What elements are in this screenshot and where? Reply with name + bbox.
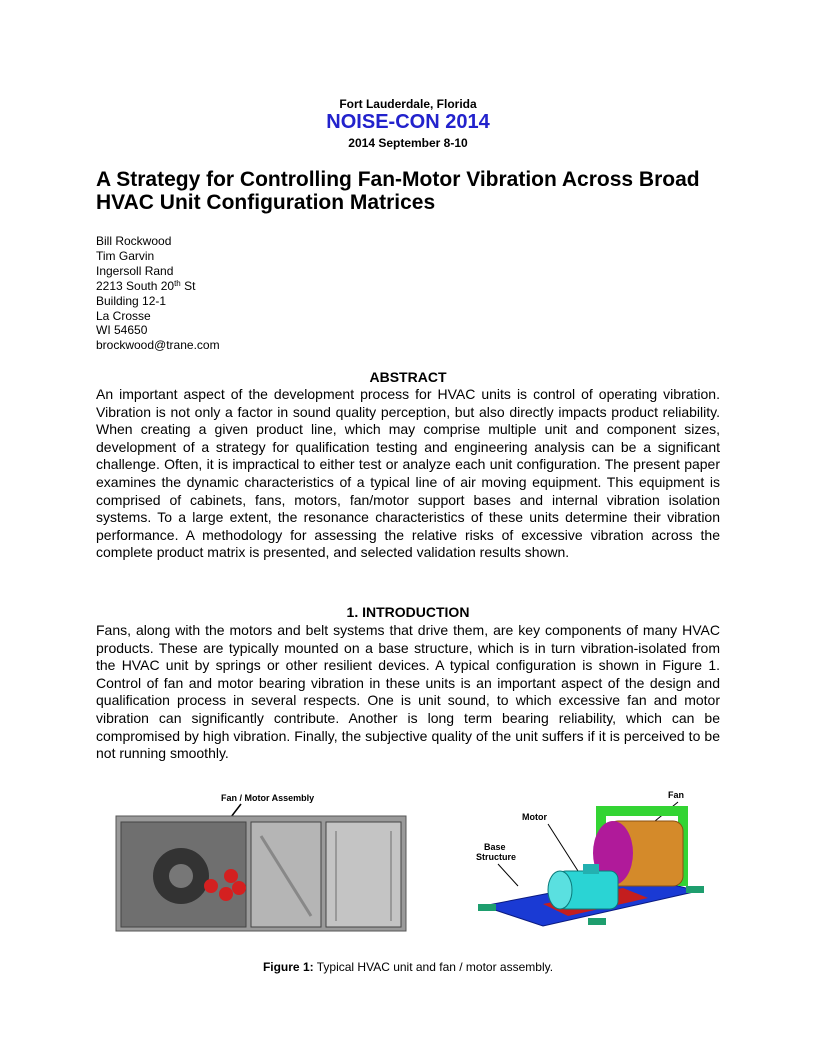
author-block xyxy=(96,234,220,353)
fan-frame-top xyxy=(596,806,688,816)
author-name: Bill Rockwood xyxy=(96,234,172,248)
motor-leader-line xyxy=(548,824,578,871)
figure-caption-text: Typical HVAC unit and fan / motor assembly. xyxy=(313,960,554,974)
conference-name: NOISE-CON 2014 xyxy=(326,111,490,133)
motor-end-cap xyxy=(548,871,572,909)
author-email: brockwood@trane.com xyxy=(96,338,220,353)
street-suffix: St xyxy=(180,278,196,293)
red-knob xyxy=(224,869,238,883)
author-building: Building 12-1 xyxy=(96,293,167,308)
motor-terminal-box xyxy=(583,864,599,874)
fan-motor-assembly-diagram xyxy=(468,786,718,936)
street-superscript: th xyxy=(174,278,181,288)
isolator-mount xyxy=(588,918,606,925)
isolator-mount xyxy=(686,886,704,893)
author-company: Ingersoll Rand xyxy=(96,263,174,278)
introduction-heading: 1. INTRODUCTION xyxy=(346,604,470,620)
red-knob xyxy=(204,879,218,893)
figure-caption xyxy=(0,960,816,974)
base-leader-line xyxy=(498,864,518,886)
fan-motor-assembly-label: Fan / Motor Assembly xyxy=(221,793,315,803)
conference-dates: 2014 September 8-10 xyxy=(348,136,468,150)
author-street xyxy=(96,279,220,294)
street-prefix: 2213 South 20 xyxy=(96,278,175,293)
red-knob xyxy=(232,881,246,895)
abstract-heading: ABSTRACT xyxy=(369,369,447,385)
isolator-mount xyxy=(478,904,496,911)
author-name: Tim Garvin xyxy=(96,248,155,263)
author-state-zip: WI 54650 xyxy=(96,323,148,338)
base-label: Base xyxy=(484,842,506,852)
structure-label: Structure xyxy=(476,852,517,862)
author-city: La Crosse xyxy=(96,308,151,323)
hvac-unit-photo xyxy=(111,786,411,936)
conference-location: Fort Lauderdale, Florida xyxy=(339,97,477,111)
red-knob xyxy=(219,887,233,901)
abstract-text: An important aspect of the development process for HVAC units is control of operating vibration. Vibration is not only a factor in sound quality perception, but also directly impacts product reliability. When creating a given product line, which may comprise multiple unit and component sizes, development of a strategy for qualification testing and engineering analysis can be a significant challenge. Often, it is impractical to either test or analyze each unit configuration. The present paper examines the dynamic characteristics of a typical line of air moving equipment. This equipment is comprised of cabinets, fans, motors, fan/motor support bases and internal vibration isolation systems. To a large extent, the resonance characteristics of these units determine their vibration performance. A methodology for assessing the relative risks of excessive vibration across the complete product matrix is presented, and selected validation results shown. xyxy=(96,386,720,561)
fan-hub xyxy=(169,864,193,888)
paper-title: A Strategy for Controlling Fan-Motor Vibration Across Broad HVAC Unit Configuration Matrices xyxy=(96,168,700,214)
motor-label: Motor xyxy=(522,812,547,822)
fan-label: Fan xyxy=(668,790,685,800)
introduction-text: Fans, along with the motors and belt systems that drive them, are key components of many HVAC products. These are typically mounted on a base structure, which is in turn vibration-isolated from the HVAC unit by springs or other resilient devices. A typical configuration is shown in Figure 1. Control of fan and motor bearing vibration in these units is an important aspect of the design and qualification process in several respects. One is unit sound, to which excessive fan and motor vibration can significantly contribute. Another is long term bearing reliability, which can be compromised by high vibration. Finally, the subjective quality of the unit suffers if it is perceived to be not running smoothly. xyxy=(96,622,720,762)
filter-section-panel xyxy=(326,822,401,927)
figure-caption-label: Figure 1: xyxy=(262,960,314,974)
